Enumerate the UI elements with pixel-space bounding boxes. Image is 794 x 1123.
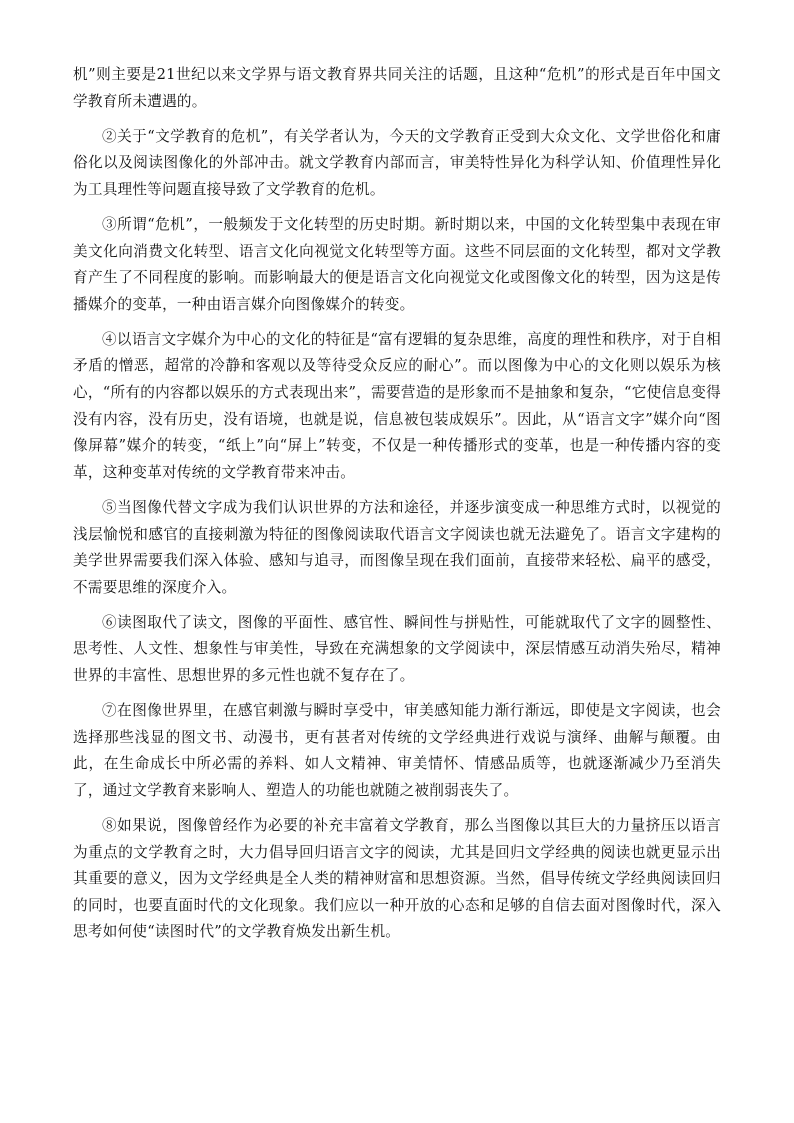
paragraph-2: ②关于“文学教育的危机”，有关学者认为，今天的文学教育正受到大众文化、文学世俗化和庸俗化以及阅读图像化的外部冲击。就文学教育内部而言，审美特性异化为科学认知、价值理性异化为工具理性等问题直接导致了文学教育的危机。 xyxy=(73,127,721,198)
paragraph-3: ③所谓“危机”，一般频发于文化转型的历史时期。新时期以来，中国的文化转型集中表现在审美文化向消费文化转型、语言文化向视觉文化转型等方面。这些不同层面的文化转型，都对文学教育产生了不同程度的影响。而影响最大的便是语言文化向视觉文化或图像文化的转型，因为这是传播媒介的变革，一种由语言媒介向图像媒介的转变。 xyxy=(73,215,721,313)
paragraph-5: ⑤当图像代替文字成为我们认识世界的方法和途径，并逐步演变成一种思维方式时，以视觉的浅层愉悦和感官的直接刺激为特征的图像阅读取代语言文字阅读也就无法避免了。语言文字建构的美学世界需要我们深入体验、感知与追寻，而图像呈现在我们面前，直接带来轻松、扁平的感受，不需要思维的深度介入。 xyxy=(73,498,721,596)
paragraph-6: ⑥读图取代了读文，图像的平面性、感官性、瞬间性与拼贴性，可能就取代了文字的圆整性、思考性、人文性、想象性与审美性，导致在充满想象的文学阅读中，深层情感互动消失殆尽，精神世界的丰富性、思想世界的多元性也就不复存在了。 xyxy=(73,613,721,684)
article-body xyxy=(73,62,721,954)
paragraph-7: ⑦在图像世界里，在感官刺激与瞬时享受中，审美感知能力渐行渐远，即使是文字阅读，也会选择那些浅显的图文书、动漫书，更有甚者对传统的文学经典进行戏说与演绎、曲解与颠覆。由此，在生命成长中所必需的养料、如人文精神、审美情怀、情感品质等，也就逐渐减少乃至消失了，通过文学教育来影响人、塑造人的功能也就随之被削弱丧失了。 xyxy=(73,702,721,799)
paragraph-8: ⑧如果说，图像曾经作为必要的补充丰富着文学教育，那么当图像以其巨大的力量挤压以语言为重点的文学教育之时，大力倡导回归语言文字的阅读，尤其是回归文学经典的阅读也就更显示出其重要的意义，因为文学经典是全人类的精神财富和思想资源。当然，倡导传统文学经典阅读回归的同时，也要直面时代的文化现象。我们应以一种开放的心态和足够的自信去面对图像时代，深入思考如何使“读图时代”的文学教育焕发出新生机。 xyxy=(73,816,721,941)
paragraph-4: ④以语言文字媒介为中心的文化的特征是“富有逻辑的复杂思维，高度的理性和秩序，对于自相矛盾的憎恶，超常的冷静和客观以及等待受众反应的耐心”。而以图像为中心的文化则以娱乐为核心，“所有的内容都以娱乐的方式表现出来”，需要营造的是形象而不是抽象和复杂，“它使信息变得没有内容，没有历史，没有语境，也就是说，信息被包装成娱乐”。因此，从“语言文字”媒介向“图像屏幕”媒介的转变，“纸上”向“屏上”转变，不仅是一种传播形式的变革，也是一种传播内容的变革，这种变革对传统的文学教育带来冲击。 xyxy=(73,330,721,481)
paragraph-continuation: 机”则主要是21世纪以来文学界与语文教育界共同关注的话题，且这种“危机”的形式是百年中国文学教育所未遭遇的。 xyxy=(73,66,721,110)
